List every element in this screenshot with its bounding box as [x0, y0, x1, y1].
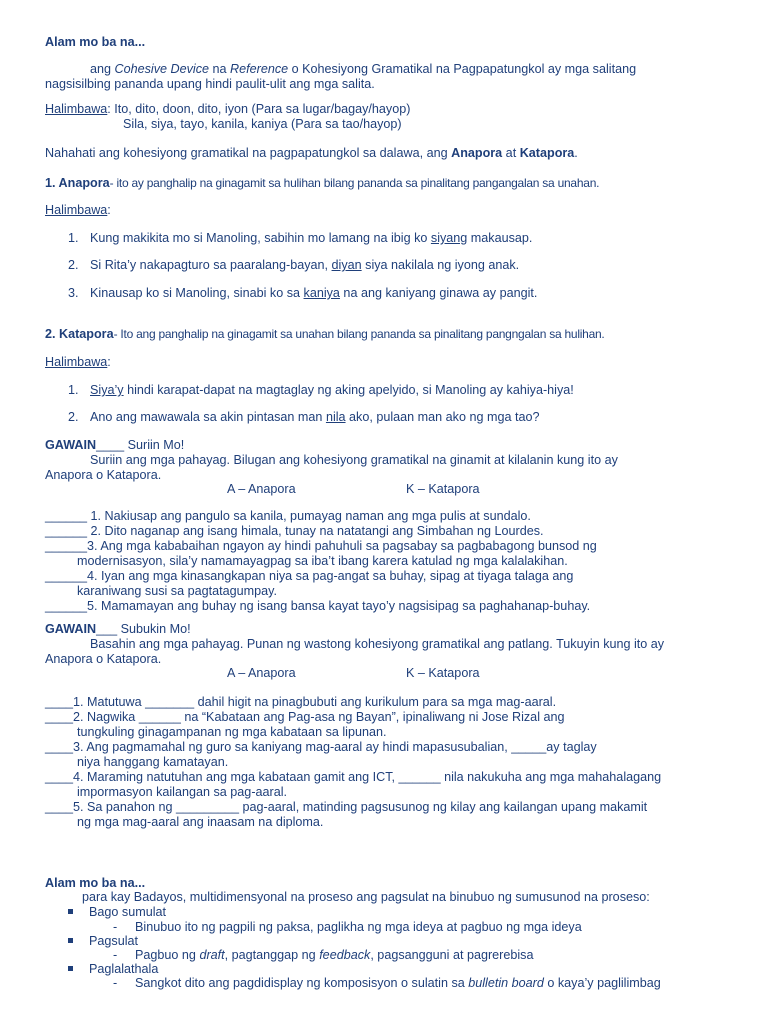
example-line: Sila, siya, tayo, kanila, kaniya (Para sa tao/hayop) [123, 117, 402, 131]
example-label: Halimbawa: [45, 355, 111, 369]
term: bulletin board [468, 976, 544, 990]
highlight: nila [325, 410, 346, 424]
highlight: diyan [331, 258, 362, 272]
list-item [68, 258, 728, 273]
term-katapora: Katapora [519, 146, 575, 160]
exercise-line: ______ 2. Dito naganap ang isang himala, tunay na natatangi ang Simbahan ng Lourdes. [45, 524, 544, 538]
example-block [45, 102, 725, 132]
example-line: : Ito, dito, doon, dito, iyon (Para sa lugar/bagay/hayop) [107, 102, 411, 116]
term-anapora: Anapora [451, 146, 503, 160]
term: draft [199, 948, 225, 962]
section-heading: Alam mo ba na... [45, 35, 146, 49]
anapora-title: 1. Anapora [45, 176, 110, 190]
square-bullet-icon [68, 909, 73, 914]
exercise-line: ____4. Maraming natutuhan ang mga kabataan gamit ang ICT, ______ nila nakukuha ang mga mahahalagang [45, 770, 662, 784]
text: Kinausap ko si Manoling, sinabi ko sa [90, 286, 304, 300]
list-item [68, 410, 728, 425]
text: Anapora o Katapora. [45, 468, 162, 482]
text: o Kohesiyong Gramatikal na Pagpapatungkol ay mga salitang [288, 62, 637, 76]
exercise-line: ______5. Mamamayan ang buhay ng isang bansa kayat tayo’y nagsisipag sa paghahanap-buhay. [45, 599, 591, 613]
katapora-title: 2. Katapora [45, 327, 114, 341]
bullet-item [68, 905, 166, 920]
highlight: siyang [430, 231, 468, 245]
term-cohesive-device: Cohesive Device [114, 62, 210, 76]
bullet-item [68, 934, 138, 949]
text: ako, pulaan man ako ng mga tao? [345, 410, 540, 424]
division-paragraph [45, 146, 725, 161]
gawain2-heading [45, 622, 725, 637]
gawain1-heading [45, 438, 725, 453]
key-anapora: A – Anapora [227, 482, 296, 496]
text: hindi karapat-dapat na magtaglay ng aking apelyido, si Manoling ay kahiya-hiya! [123, 383, 574, 397]
exercise-line: ____5. Sa panahon ng _________ pag-aaral, matinding pagsusunog ng kilay ang kailangan upang makamit [45, 800, 648, 814]
num: 2. [68, 410, 79, 424]
text: makausap. [467, 231, 533, 245]
text: . [574, 146, 578, 160]
key-katapora: K – Katapora [406, 666, 480, 680]
text: Binubuo ito ng pagpili ng paksa, paglikha ng mga ideya at pagbuo ng mga ideya [135, 920, 582, 934]
text: , pagtanggap ng [224, 948, 320, 962]
num: 3. [68, 286, 79, 300]
sub-item [113, 976, 661, 991]
dash: - [113, 948, 118, 962]
sub-item [113, 948, 533, 963]
intro-paragraph [45, 62, 725, 92]
text: Bago sumulat [89, 905, 167, 919]
example-label: Halimbawa [45, 102, 108, 116]
text: Basahin ang mga pahayag. Punan ng wastong kohesiyong gramatikal ang patlang. Tukuyin kung ito ay [90, 637, 665, 651]
subtitle: Suriin Mo! [124, 438, 185, 452]
bullet-item [68, 962, 158, 977]
list-item [68, 383, 728, 398]
text: Pagsulat [89, 934, 139, 948]
example-label: Halimbawa: [45, 203, 111, 217]
text: siya nakilala ng iyong anak. [361, 258, 520, 272]
title: GAWAIN [45, 622, 97, 636]
term: feedback [319, 948, 371, 962]
highlight: Siya’y [90, 383, 124, 397]
list-item [68, 286, 728, 301]
num: 1. [68, 231, 79, 245]
square-bullet-icon [68, 966, 73, 971]
text: nagsisilbing pananda upang hindi paulit-ulit ang mga salita. [45, 77, 375, 91]
num: 1. [68, 383, 79, 397]
text: Nahahati ang kohesiyong gramatikal na pagpapatungkol sa dalawa, ang [45, 146, 452, 160]
gawain1-items [45, 509, 725, 614]
sub-item [113, 920, 582, 935]
dash: - [113, 976, 118, 990]
blank: ___ [96, 622, 118, 636]
key-katapora: K – Katapora [406, 482, 480, 496]
text: Sangkot dito ang pagdidisplay ng komposisyon o sulatin sa [135, 976, 469, 990]
key-anapora: A – Anapora [227, 666, 296, 680]
exercise-line: tungkuling ginagampanan ng mga kabataan sa lipunan. [77, 725, 387, 739]
square-bullet-icon [68, 938, 73, 943]
gawain2-items [45, 695, 725, 830]
exercise-line: niya hanggang kamatayan. [77, 755, 229, 769]
anapora-definition [45, 176, 725, 191]
exercise-line: karaniwang susi sa pagtatagumpay. [77, 584, 277, 598]
term-reference: Reference [230, 62, 289, 76]
dash: - [113, 920, 118, 934]
exercise-line: ______4. Iyan ang mga kinasangkapan niya sa pag-angat sa buhay, sipag at tiyaga talaga ang [45, 569, 574, 583]
anapora-def: - ito ay panghalip na ginagamit sa hulihan bilang pananda sa pinalitang pangangalan sa unahan. [109, 176, 600, 190]
text: Ano ang mawawala sa akin pintasan man [90, 410, 326, 424]
text: o kaya’y paglilimbag [543, 976, 661, 990]
title: GAWAIN [45, 438, 97, 452]
exercise-line: ______3. Ang mga kababaihan ngayon ay hindi pahuhuli sa pagsabay sa pagbabagong bunsod ng [45, 539, 597, 553]
section-heading: Alam mo ba na... [45, 876, 146, 890]
text: Suriin ang mga pahayag. Bilugan ang kohesiyong gramatikal na ginamit at kilalanin kung ito ay [90, 453, 618, 467]
text: Paglalathala [89, 962, 159, 976]
katapora-def: - Ito ang panghalip na ginagamit sa unahan bilang pananda sa pinalitang pangngalan sa hulihan. [113, 327, 605, 341]
exercise-line: ____3. Ang pagmamahal ng guro sa kaniyang mag-aaral ay hindi mapasusubalian, _____ay taglay [45, 740, 597, 754]
text: Si Rita’y nakapagturo sa paaralang-bayan, [90, 258, 332, 272]
text: na [209, 62, 231, 76]
label: Halimbawa [45, 203, 108, 217]
exercise-line: ____2. Nagwika ______ na “Kabataan ang Pag-asa ng Bayan”, ipinaliwang ni Jose Rizal ang [45, 710, 565, 724]
text: ang [90, 62, 115, 76]
exercise-line: ____1. Matutuwa _______ dahil higit na pinagbubuti ang kurikulum para sa mga mag-aaral. [45, 695, 557, 709]
subtitle: Subukin Mo! [117, 622, 191, 636]
text: Anapora o Katapora. [45, 652, 162, 666]
text: Kung makikita mo si Manoling, sabihin mo lamang na ibig ko [90, 231, 431, 245]
gawain2-instructions [45, 637, 725, 667]
num: 2. [68, 258, 79, 272]
list-item [68, 231, 728, 246]
text: Pagbuo ng [135, 948, 200, 962]
exercise-line: modernisasyon, sila’y namamayagpag sa iba’t ibang karera katulad ng mga kalalakihan. [77, 554, 568, 568]
text: na ang kaniyang ginawa ay pangit. [339, 286, 538, 300]
katapora-definition [45, 327, 725, 342]
blank: ____ [96, 438, 125, 452]
label: Halimbawa [45, 355, 108, 369]
exercise-line: ng mga mag-aaral ang inaasam na diploma. [77, 815, 324, 829]
gawain1-instructions [45, 453, 725, 483]
exercise-line: ______ 1. Nakiusap ang pangulo sa kanila, pumayag naman ang mga pulis at sundalo. [45, 509, 531, 523]
exercise-line: impormasyon kailangan sa pag-aaral. [77, 785, 288, 799]
highlight: kaniya [303, 286, 340, 300]
text: at [502, 146, 520, 160]
writing-intro: para kay Badayos, multidimensyonal na proseso ang pagsulat na binubuo ng sumusunod na proseso: [82, 890, 650, 904]
text: , pagsangguni at pagrerebisa [370, 948, 534, 962]
